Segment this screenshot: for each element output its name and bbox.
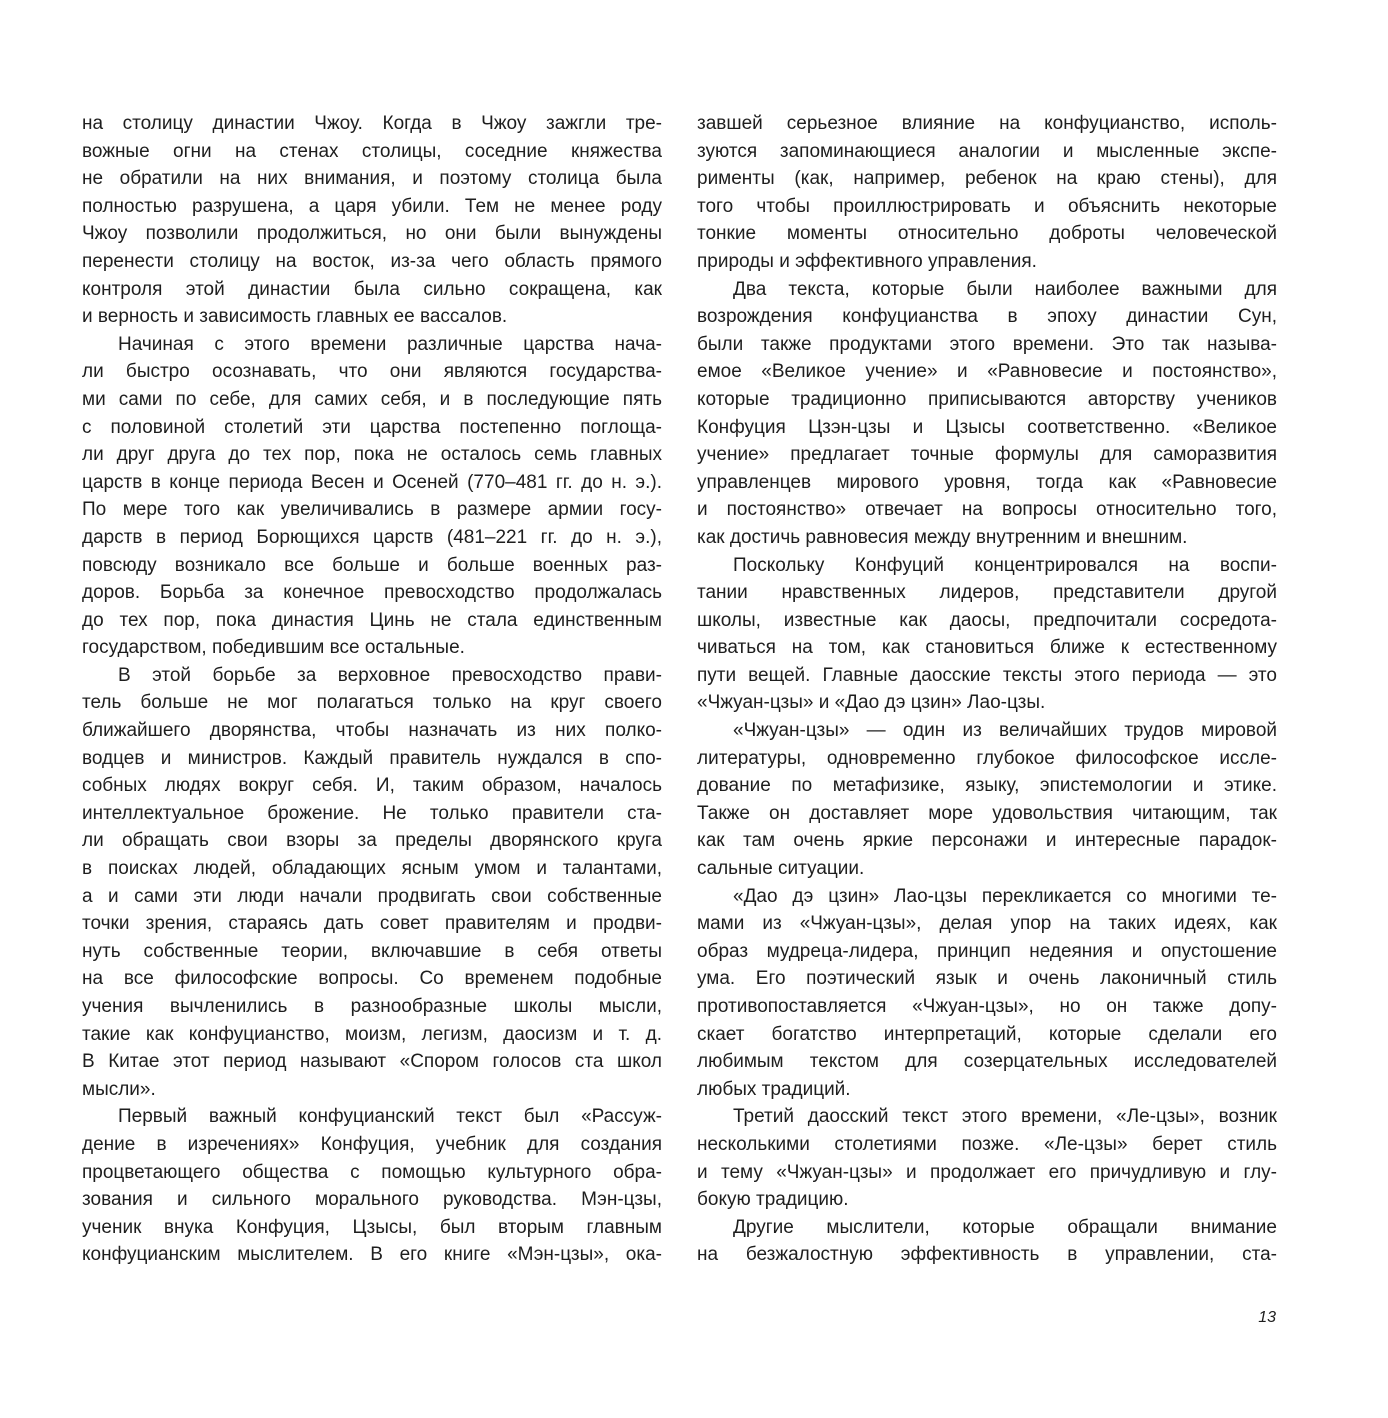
text-line: ближайшего дворянства, чтобы назначать из них полко-: [82, 720, 662, 742]
text-line: в поисках людей, обладающих ясным умом и талантами,: [82, 858, 662, 880]
text-line: школы, известные как даосы, предпочитали сосредота-: [697, 609, 1277, 631]
text-line: не обратили на них внимания, и поэтому столица была: [82, 168, 662, 190]
text-line: конфуцианским мыслителем. В его книге «Мэн-цзы», ока-: [82, 1244, 662, 1266]
text-line: «Дао дэ цзин» Лао-цзы перекликается со многими те-: [733, 885, 1277, 907]
text-line: завшей серьезное влияние на конфуцианство, исполь-: [697, 113, 1277, 134]
text-line: ми сами по себе, для самих себя, и в последующие пять: [82, 388, 662, 410]
text-line: литературы, одновременно глубокое философское иссле-: [697, 747, 1277, 769]
text-line: перенести столицу на восток, из-за чего область прямого: [82, 250, 662, 272]
text-line: тель больше не мог полагаться только на круг своего: [82, 692, 662, 714]
text-line: как там очень яркие персонажи и интересные парадок-: [697, 830, 1277, 852]
right-text-column: [697, 110, 1277, 1269]
text-line: Также он доставляет море удовольствия читающим, так: [697, 802, 1277, 824]
text-line: Другие мыслители, которые обращали внимание: [733, 1216, 1277, 1238]
text-line: Третий даосский текст этого времени, «Ле-цзы», возник: [733, 1106, 1277, 1128]
text-line: до тех пор, пока династия Цинь не стала единственным: [82, 609, 662, 631]
text-line: образ мудреца-лидера, принцип недеяния и опустошение: [697, 940, 1277, 962]
text-line: любимым текстом для созерцательных исследователей: [697, 1051, 1277, 1073]
text-line: возрождения конфуцианства в эпоху династии Сун,: [697, 306, 1277, 328]
text-line: Два текста, которые были наиболее важными для: [733, 278, 1277, 300]
text-line: ученик внука Конфуция, Цзысы, был вторым главным: [82, 1216, 662, 1238]
text-line: В Китае этот период называют «Спором голосов ста школ: [82, 1051, 662, 1073]
text-line: «Чжуан-цзы» — один из величайших трудов мировой: [733, 720, 1277, 742]
text-line: зования и сильного морального руководства. Мэн-цзы,: [82, 1189, 662, 1211]
text-line: которые традиционно приписываются авторству учеников: [697, 388, 1277, 410]
text-line: были также продуктами этого времени. Это так называ-: [697, 333, 1277, 355]
text-line: повсюду возникало все больше и больше военных раз-: [82, 554, 662, 576]
text-line: пути вещей. Главные даосские тексты этого периода — это: [697, 664, 1277, 686]
text-line: на столицу династии Чжоу. Когда в Чжоу зажгли тре-: [82, 113, 662, 134]
page-number: 13: [1258, 1309, 1276, 1326]
text-line: противопоставляется «Чжуан-цзы», но он также допу-: [697, 996, 1277, 1017]
text-line: того чтобы проиллюстрировать и объяснить некоторые: [697, 195, 1277, 217]
text-line: В этой борьбе за верховное превосходство прави-: [118, 664, 662, 686]
text-line: По мере того как увеличивались в размере армии госу-: [82, 499, 662, 521]
text-line: тонкие моменты относительно доброты человеческой: [697, 223, 1277, 245]
text-line: а и сами эти люди начали продвигать свои собственные: [82, 885, 662, 907]
text-line: ли быстро осознавать, что они являются государства-: [82, 361, 662, 383]
text-line: ли обращать свои взоры за пределы дворянского круга: [82, 830, 662, 852]
text-line: Чжоу позволили продолжиться, но они были вынуждены: [82, 223, 662, 245]
text-line: рименты (как, например, ребенок на краю стены), для: [697, 168, 1277, 190]
text-line: точки зрения, стараясь дать совет правителям и продви-: [82, 913, 662, 935]
text-line: с половиной столетий эти царства постепенно поглоща-: [82, 416, 662, 438]
text-line: Первый важный конфуцианский текст был «Рассуж-: [118, 1106, 662, 1128]
text-line: мами из «Чжуан-цзы», делая упор на таких идеях, как: [697, 913, 1277, 935]
text-line: тании нравственных лидеров, представители другой: [697, 582, 1277, 604]
text-line: и постоянство» отвечает на вопросы относительно того,: [697, 499, 1277, 521]
text-line: зуются запоминающиеся аналогии и мысленные экспе-: [697, 140, 1277, 162]
text-line: интеллектуальное брожение. Не только правители ста-: [82, 802, 662, 824]
text-line: бокую традицию.: [697, 1189, 849, 1211]
text-line: полностью разрушена, а царя убили. Тем не менее роду: [82, 195, 662, 217]
text-line: учения вычленились в разнообразные школы мысли,: [82, 996, 662, 1017]
text-line: Поскольку Конфуций концентрировался на воспи-: [733, 554, 1277, 576]
text-line: Начиная с этого времени различные царства нача-: [118, 333, 662, 355]
text-line: такие как конфуцианство, моизм, легизм, даосизм и т. д.: [82, 1023, 662, 1045]
text-line: дение в изречениях» Конфуция, учебник для создания: [82, 1133, 662, 1155]
text-line: дарств в период Борющихся царств (481–221 гг. до н. э.),: [82, 526, 662, 548]
text-line: государством, победившим все остальные.: [82, 637, 465, 659]
text-line: сальные ситуации.: [697, 858, 865, 880]
text-line: водцев и министров. Каждый правитель нуждался в спо-: [82, 747, 662, 769]
text-line: вожные огни на стенах столицы, соседние княжества: [82, 140, 662, 162]
text-line: ли друг друга до тех пор, пока не осталось семь главных: [82, 444, 662, 466]
text-line: любых традиций.: [697, 1078, 851, 1100]
text-line: царств в конце периода Весен и Осеней (770–481 гг. до н. э.).: [82, 471, 662, 493]
text-line: «Чжуан-цзы» и «Дао дэ цзин» Лао-цзы.: [697, 692, 1046, 714]
text-line: управленцев мирового уровня, тогда как «Равновесие: [697, 471, 1277, 493]
text-line: собных людях вокруг себя. И, таким образом, началось: [82, 775, 662, 797]
left-text-column: [82, 110, 662, 1269]
text-line: доров. Борьба за конечное превосходство продолжалась: [82, 582, 662, 604]
text-line: нуть собственные теории, включавшие в себя ответы: [82, 940, 662, 962]
text-line: несколькими столетиями позже. «Ле-цзы» берет стиль: [697, 1133, 1277, 1155]
text-line: емое «Великое учение» и «Равновесие и постоянство»,: [697, 361, 1277, 383]
text-line: и верность и зависимость главных ее вассалов.: [82, 306, 508, 328]
text-line: мысли».: [82, 1078, 156, 1100]
text-line: природы и эффективного управления.: [697, 250, 1037, 272]
text-line: скает богатство интерпретаций, которые сделали его: [697, 1023, 1277, 1045]
text-line: ума. Его поэтический язык и очень лаконичный стиль: [697, 968, 1277, 990]
text-line: как достичь равновесия между внутренним и внешним.: [697, 526, 1188, 548]
text-line: Конфуция Цзэн-цзы и Цзысы соответственно. «Великое: [697, 416, 1277, 438]
text-line: чиваться на том, как становиться ближе к естественному: [697, 637, 1277, 659]
text-line: процветающего общества с помощью культурного обра-: [82, 1161, 662, 1183]
text-line: учение» предлагает точные формулы для саморазвития: [697, 444, 1277, 466]
text-line: на все философские вопросы. Со временем подобные: [82, 968, 662, 990]
text-line: контроля этой династии была сильно сокращена, как: [82, 278, 662, 300]
text-line: и тему «Чжуан-цзы» и продолжает его причудливую и глу-: [697, 1161, 1277, 1183]
text-line: на безжалостную эффективность в управлении, ста-: [697, 1244, 1277, 1266]
text-line: дование по метафизике, языку, эпистемологии и этике.: [697, 775, 1277, 797]
